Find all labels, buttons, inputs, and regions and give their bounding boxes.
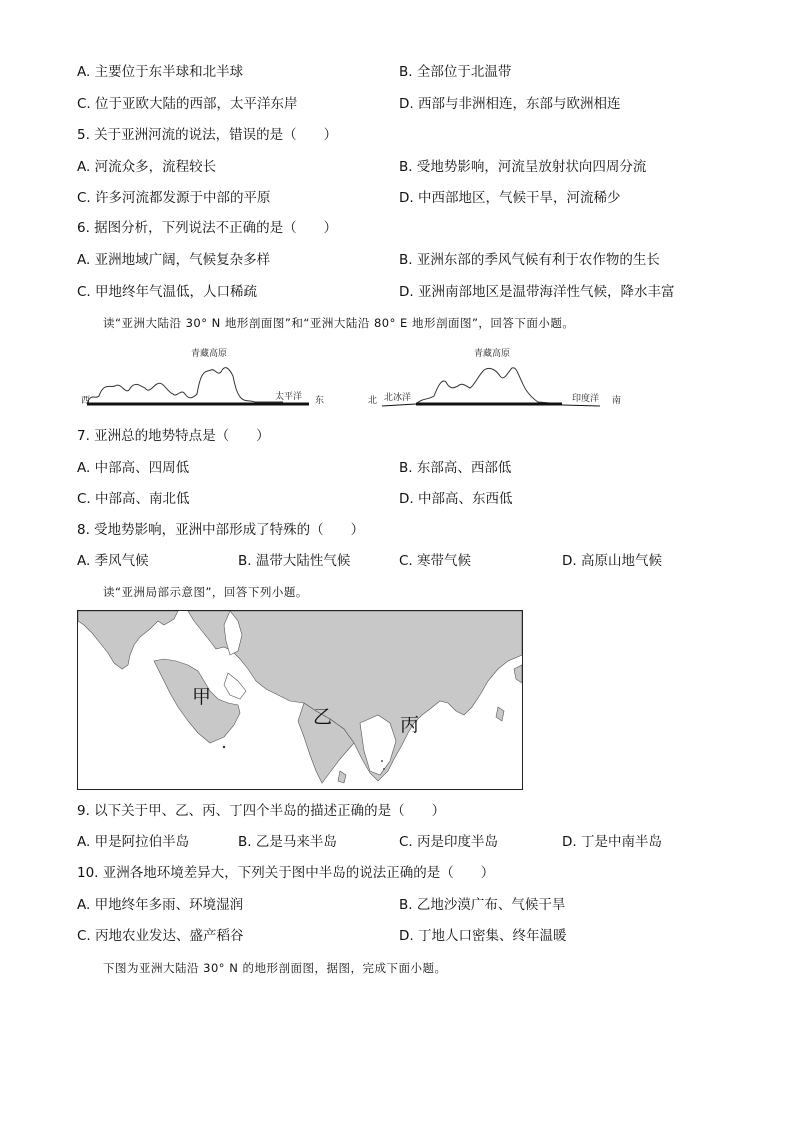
profile2-plateau-label: 青藏高原: [474, 349, 511, 359]
q10-option-d: D. 丁地人口密集、终年温暖: [399, 928, 567, 944]
q5-option-d: D. 中西部地区，气候干旱，河流稀少: [399, 190, 621, 206]
q8-option-b: B. 温带大陆性气候: [238, 553, 351, 569]
q5-option-b: B. 受地势影响，河流呈放射状向四周分流: [399, 159, 647, 175]
q8-option-d: D. 高原山地气候: [562, 553, 662, 569]
profile2-terrain-line: [416, 368, 562, 404]
question-6-stem: 6. 据图分析，下列说法不正确的是（ ）: [77, 220, 338, 236]
q6-option-a: A. 亚洲地域广阔，气候复杂多样: [77, 252, 271, 268]
map-island-east: [514, 665, 522, 683]
q10-option-b: B. 乙地沙漠广布、气候干旱: [399, 897, 566, 913]
map-label-bing: 丙: [400, 714, 420, 736]
profile2-south-label: 南: [612, 396, 622, 406]
profile1-east-label: 东: [315, 396, 325, 406]
q7-option-c: C. 中部高、南北低: [77, 491, 190, 507]
q7-option-a: A. 中部高、四周低: [77, 460, 190, 476]
q5-option-c: C. 许多河流都发源于中部的平原: [77, 190, 271, 206]
q7-option-d: D. 中部高、东西低: [399, 491, 513, 507]
question-9-stem: 9. 以下关于甲、乙、丙、丁四个半岛的描述正确的是（ ）: [77, 803, 446, 819]
intro-map: 读“亚洲局部示意图”，回答下列小题。: [103, 585, 308, 599]
profile-30n-figure: [77, 342, 337, 412]
profile2-ocean-south-label: 印度洋: [572, 394, 600, 404]
profile1-ocean-label: 太平洋: [275, 392, 303, 402]
question-10-stem: 10. 亚洲各地环境差异大，下列关于图中半岛的说法正确的是（ ）: [77, 865, 495, 881]
option-d: D. 西部与非洲相连，东部与欧洲相连: [399, 96, 621, 112]
map-island-taiwan: [496, 707, 504, 721]
q9-option-b: B. 乙是马来半岛: [238, 834, 337, 850]
question-7-stem: 7. 亚洲总的地势特点是（ ）: [77, 428, 270, 444]
profile2-south-sea-line: [562, 405, 600, 406]
asia-map: [77, 610, 523, 790]
q9-option-d: D. 丁是中南半岛: [562, 834, 662, 850]
profile-80e-figure: [366, 342, 636, 412]
intro-profiles: 读“亚洲大陆沿 30° N 地形剖面图”和“亚洲大陆沿 80° E 地形剖面图”，回答下面小题。: [103, 316, 575, 330]
q8-option-c: C. 寒带气候: [399, 553, 472, 569]
q6-option-d: D. 亚洲南部地区是温带海洋性气候，降水丰富: [399, 284, 675, 300]
profile2-north-label: 北: [368, 396, 378, 406]
profile1-terrain-line: [87, 368, 283, 404]
option-a: A. 主要位于东半球和北半球: [77, 64, 244, 80]
option-c: C. 位于亚欧大陆的西部，太平洋东岸: [77, 96, 298, 112]
question-5-stem: 5. 关于亚洲河流的说法，错误的是（ ）: [77, 127, 338, 143]
q10-option-c: C. 丙地农业发达、盛产稻谷: [77, 928, 244, 944]
q7-option-b: B. 东部高、西部低: [399, 460, 512, 476]
q6-option-b: B. 亚洲东部的季风气候有利于农作物的生长: [399, 252, 660, 268]
asia-map-svg: [78, 611, 522, 789]
option-b: B. 全部位于北温带: [399, 64, 512, 80]
profile1-west-label: 西: [81, 396, 91, 406]
map-sri-lanka: [338, 771, 346, 783]
q10-option-a: A. 甲地终年多雨、环境湿润: [77, 897, 244, 913]
q8-option-a: A. 季风气候: [77, 553, 149, 569]
question-8-stem: 8. 受地势影响，亚洲中部形成了特殊的（ ）: [77, 522, 365, 538]
map-persian-gulf: [224, 673, 246, 699]
q9-option-c: C. 丙是印度半岛: [399, 834, 499, 850]
map-label-jia: 甲: [192, 686, 212, 708]
q5-option-a: A. 河流众多，流程较长: [77, 159, 217, 175]
map-label-yi: 乙: [313, 706, 333, 728]
profile1-plateau-label: 青藏高原: [191, 349, 228, 359]
intro-profile-30n: 下图为亚洲大陆沿 30° N 的地形剖面图，据图，完成下面小题。: [103, 961, 447, 975]
profile2-ocean-north-label: 北冰洋: [384, 393, 412, 403]
q9-option-a: A. 甲是阿拉伯半岛: [77, 834, 190, 850]
q6-option-c: C. 甲地终年气温低，人口稀疏: [77, 284, 258, 300]
profile2-north-sea-line: [382, 404, 416, 406]
